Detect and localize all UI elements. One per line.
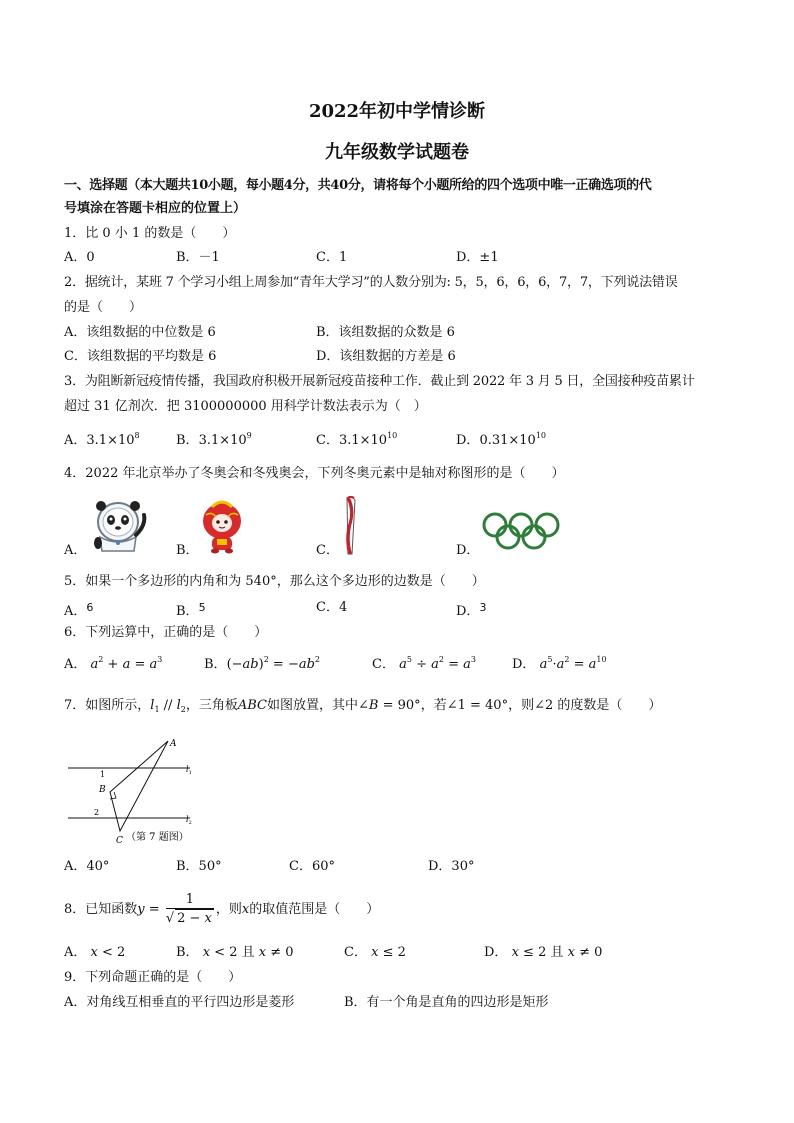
q7-angle-1: 1: [100, 770, 106, 779]
olympic-torch-icon: [338, 496, 362, 556]
section-heading-line1: 一、选择题（本大题共10小题，每小题4分，共40分，请将每个小题所给的四个选项中唯一正确选项的代: [64, 178, 652, 193]
q6-option-c: C． $a^5 \div a^2 = a^3$: [372, 655, 477, 672]
q3-option-b: B．$3.1\times 10^9$: [176, 431, 252, 448]
q7-line-l2: $l_2$: [186, 815, 192, 826]
q7-label-b: B: [99, 785, 106, 795]
q2-option-a: A．该组数据的中位数是 6: [64, 325, 216, 340]
q7-label-c: C: [116, 836, 123, 846]
q4-stem: 4．2022 年北京举办了冬奥会和冬残奥会，下列冬奥元素中是轴对称图形的是（ ）: [64, 466, 565, 481]
panda-mascot-icon: [88, 497, 150, 555]
q5-option-a: A．$^6$: [64, 601, 94, 619]
q1-option-b: B．－1: [176, 250, 220, 265]
q7-line-l1: $l_1$: [186, 765, 192, 776]
q4-label-b: B．: [176, 543, 199, 558]
lantern-mascot-icon: [198, 499, 246, 555]
q4-label-a: A．: [64, 543, 87, 558]
q7-stem: 7．如图所示，$l_1 // l_2$，三角板ABC如图放置，其中∠B = 90°，若∠1 = 40°，则∠2 的度数是（ ）: [64, 698, 662, 714]
q8-fraction: $\frac{1}{√ 2 - x}$: [165, 891, 212, 926]
q3-option-c: C．$3.1\times 10^{10}$: [316, 431, 398, 448]
q2-option-d: D．该组数据的方差是 6: [316, 349, 456, 364]
q7-option-b: B．50°: [176, 859, 222, 874]
q8-option-d: D． x ≤ 2 且 x ≠ 0: [484, 945, 603, 960]
q2-option-c: C．该组数据的平均数是 6: [64, 349, 217, 364]
olympic-rings-icon: [481, 511, 563, 553]
q8-option-a: A． x < 2: [64, 945, 126, 960]
q9-option-a: A．对角线互相垂直的平行四边形是菱形: [64, 995, 295, 1010]
q3-stem-line2: 超过 31 亿剂次．把 3100000000 用科学计数法表示为（ ）: [64, 399, 427, 414]
q4-label-c: C．: [316, 543, 339, 558]
exam-title: 2022年初中学情诊断: [308, 101, 486, 122]
q8-option-b: B． x < 2 且 x ≠ 0: [176, 945, 294, 960]
q4-label-d: D．: [456, 543, 480, 558]
q5-option-d: D．$^3$: [456, 601, 487, 619]
q7-option-d: D．30°: [428, 859, 475, 874]
q9-option-b: B．有一个角是直角的四边形是矩形: [344, 995, 549, 1010]
q7-angle-2: 2: [94, 808, 100, 817]
q3-option-d: D．$0.31\times 10^{10}$: [456, 431, 547, 448]
q6-stem: 6．下列运算中，正确的是（ ）: [64, 625, 268, 640]
q3-option-a: A．$3.1\times 10^8$: [64, 431, 140, 448]
q7-figure: [64, 734, 204, 846]
section-heading-line2: 号填涂在答题卡相应的位置上）: [64, 201, 247, 216]
q9-stem: 9．下列命题正确的是（ ）: [64, 970, 242, 985]
q7-option-c: C．60°: [289, 859, 335, 874]
q1-option-d: D．±1: [456, 250, 499, 265]
q1-option-c: C．1: [316, 250, 348, 265]
q2-option-b: B．该组数据的众数是 6: [316, 325, 455, 340]
q7-option-a: A．40°: [64, 859, 110, 874]
q8-option-c: C． x ≤ 2: [344, 945, 406, 960]
q7-figure-caption: （第 7 题图）: [126, 832, 189, 843]
q1-option-a: A．0: [64, 250, 95, 265]
q1-stem: 1．比 0 小 1 的数是（ ）: [64, 226, 236, 241]
q6-option-b: B．$(-ab)^2 = -ab^2$: [204, 655, 321, 672]
q3-stem-line1: 3．为阻断新冠疫情传播，我国政府积极开展新冠疫苗接种工作．截止到 2022 年 3 月 5 日，全国接种疫苗累计: [64, 374, 695, 389]
q5-stem: 5．如果一个多边形的内角和为 540°，那么这个多边形的边数是（ ）: [64, 574, 485, 589]
exam-subtitle: 九年级数学试题卷: [325, 142, 469, 163]
q6-option-d: D． $a^5\cdot a^2 = a^{10}$: [512, 655, 607, 672]
q5-option-c: C．4: [316, 600, 348, 615]
q6-option-a: A． $a^2 + a = a^3$: [64, 655, 163, 672]
q8-stem: 8．已知函数y = $\frac{1}{√ 2 - x}$ ，则x的取值范围是（ ）: [64, 891, 380, 926]
q2-stem-line1: 2．据统计，某班 7 个学习小组上周参加“青年大学习”的人数分别为: 5，5，6，6，6，7，7，下列说法错误: [64, 275, 678, 290]
q2-stem-line2: 的是（ ）: [64, 300, 143, 315]
q7-label-a: A: [170, 739, 177, 749]
q5-option-b: B．$^5$: [176, 601, 206, 619]
